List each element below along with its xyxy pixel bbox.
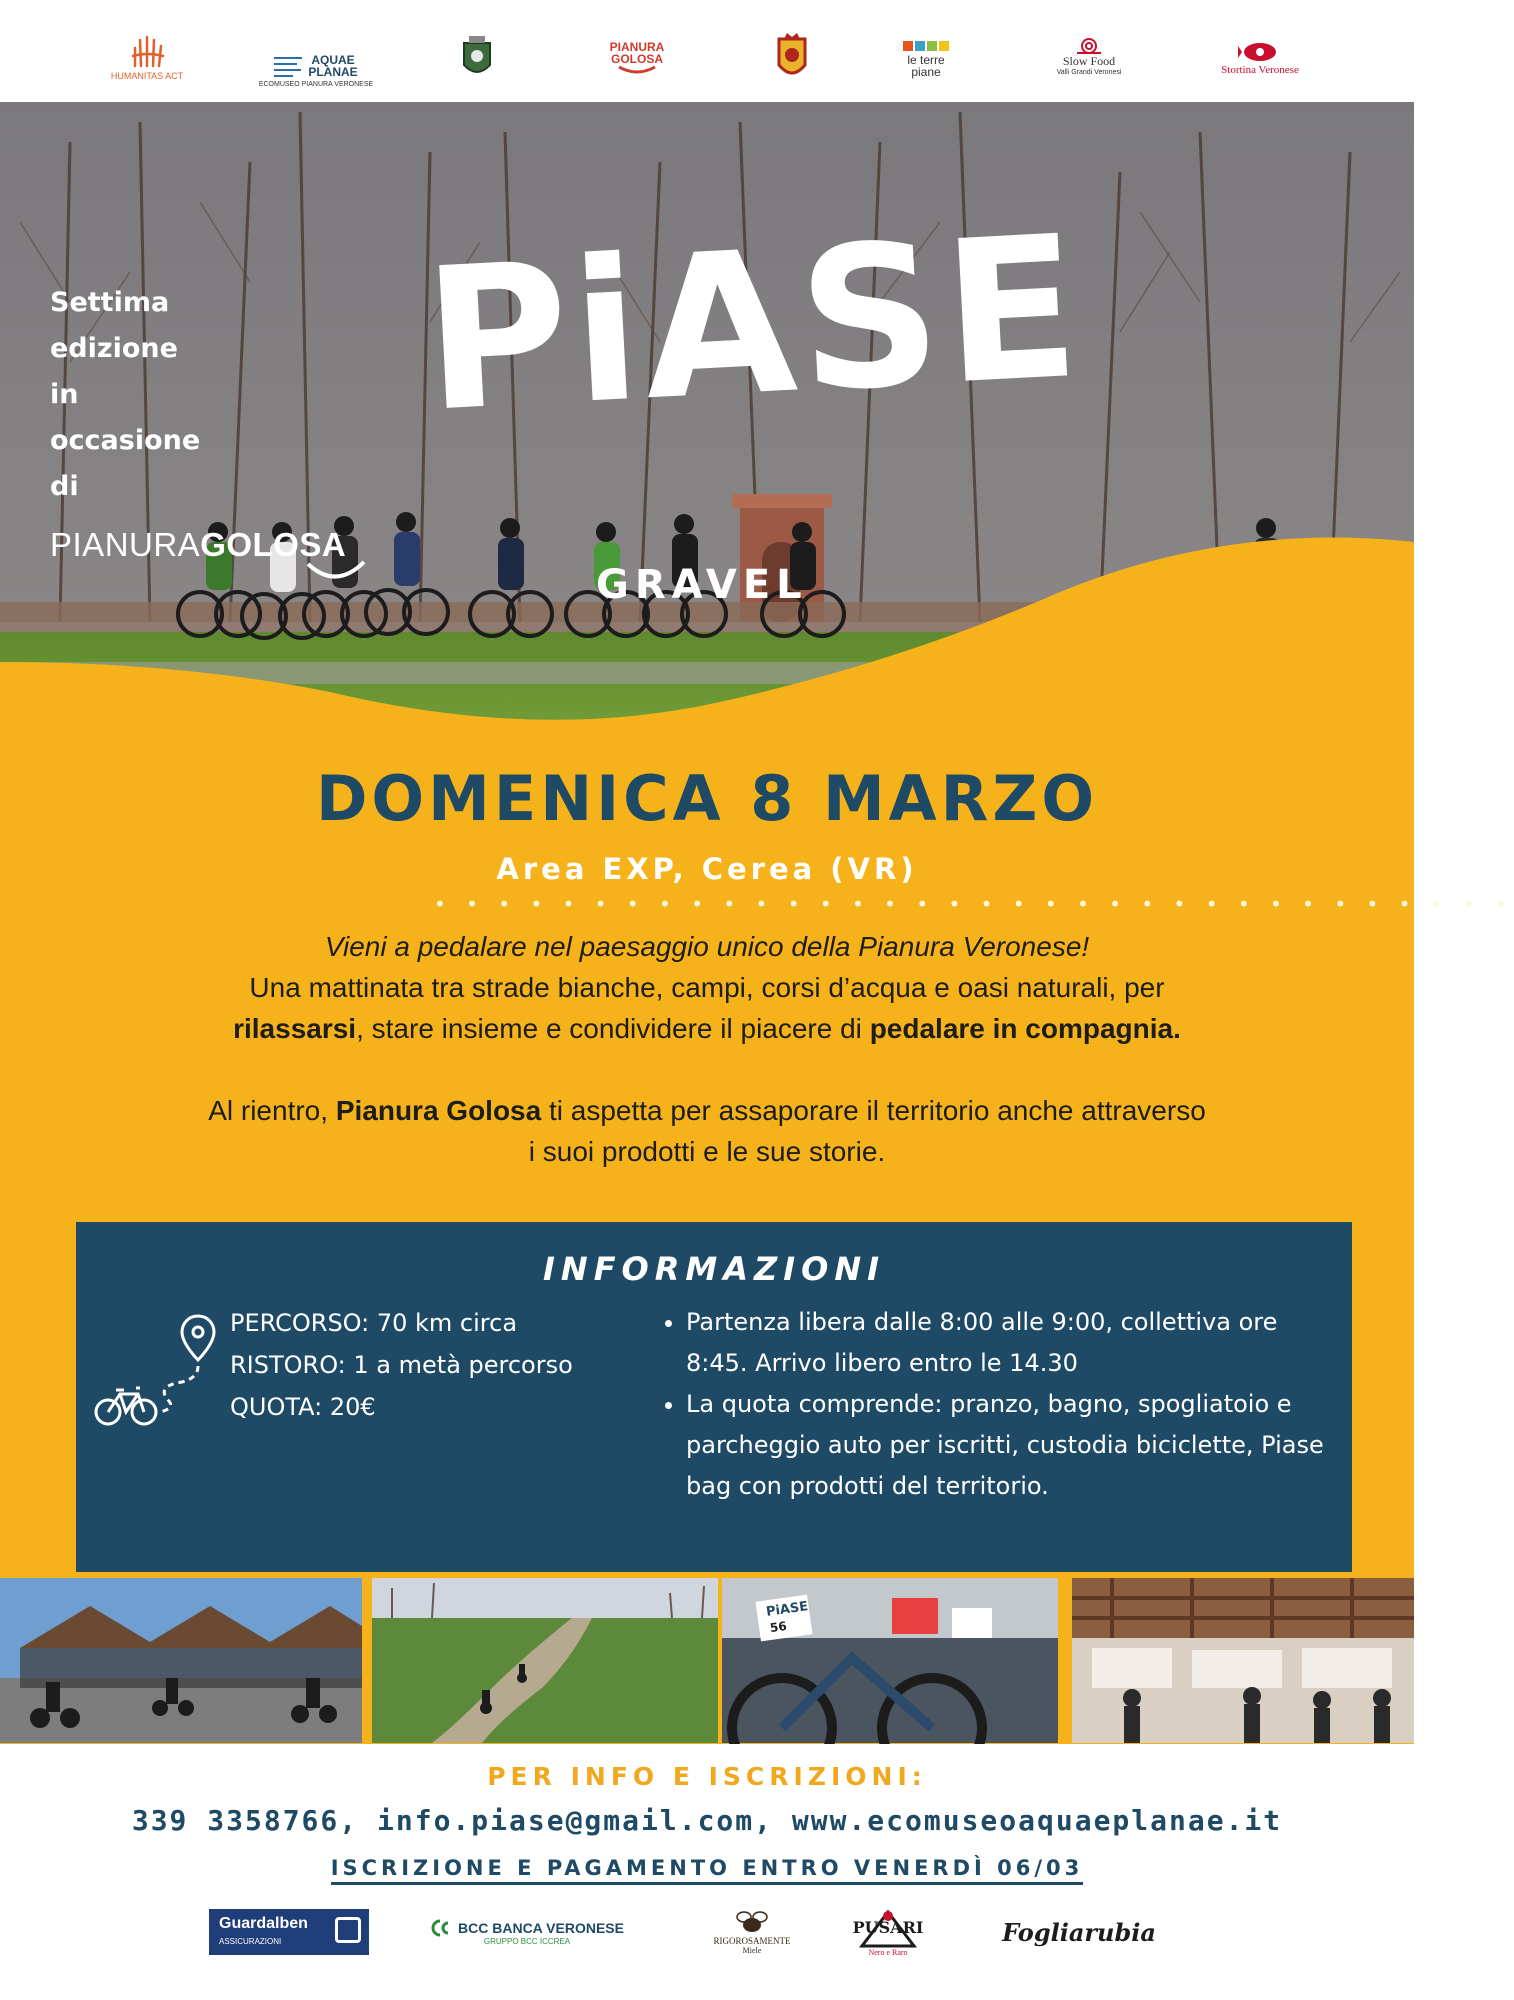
edition-line: in	[50, 379, 79, 410]
sponsor-rigorosamente	[712, 1904, 792, 1960]
edition-line: occasione	[50, 425, 201, 456]
photo-bike-number	[722, 1578, 1058, 1743]
water-lines-logo-icon	[273, 53, 303, 79]
photo-market-hall	[1072, 1578, 1414, 1743]
terre-piane-label: le terre piane	[907, 53, 945, 79]
info-details	[650, 1302, 1340, 1507]
shield-crest-logo	[774, 30, 810, 86]
return-end: ti aspetta per assaporare il territorio anche attraverso	[541, 1095, 1206, 1126]
dotted-divider: • • • • • • • • • • • • • • • • • • • • • • • • • • • • • • • • • •	[434, 892, 1514, 916]
registration-deadline	[0, 1856, 1414, 1880]
info-title: INFORMAZIONI	[543, 1250, 885, 1288]
info-bullet: • Partenza libera dalle 8:00 alle 9:00, collettiva ore 8:45. Arrivo libero entro le 14.30	[686, 1302, 1340, 1384]
return-start: Al rientro,	[208, 1095, 336, 1126]
info-bullet: • La quota comprende: pranzo, bagno, spogliatoio e parcheggio auto per iscritti, custodia biciclette, Piase bag con prodotti del territorio.	[686, 1384, 1340, 1507]
rigorosamente-sublabel: Miele	[742, 1945, 762, 1955]
municipal-crest-icon	[460, 35, 494, 81]
bee-logo-icon	[732, 1910, 772, 1936]
intro-bold: rilassarsi	[233, 1013, 357, 1044]
edition-line: Settima	[50, 287, 170, 318]
sponsor-pusari	[852, 1904, 924, 1960]
pianura-golosa-logo-icon	[617, 65, 657, 75]
entry-fee: QUOTA: 20€	[230, 1393, 376, 1421]
intro-mid: , stare insieme e condividere il piacere di	[356, 1013, 870, 1044]
photo-pavilion-icon	[0, 1578, 362, 1743]
sturgeon-logo-icon	[1238, 40, 1282, 64]
wordmark-light: PIANURA	[50, 526, 201, 563]
pianura-golosa-logo	[600, 30, 674, 86]
contact-section	[0, 1744, 1414, 2000]
event-venue: Area EXP, Cerea (VR)	[496, 852, 918, 886]
route-icon-group	[94, 1312, 224, 1436]
aquae-planae-logo	[258, 44, 374, 100]
pusari-label: PUSARI	[852, 1918, 924, 1937]
bcc-logo-icon	[430, 1919, 452, 1937]
hand-logo-icon	[127, 34, 167, 70]
return-line	[60, 1090, 1354, 1131]
stortina-logo	[1216, 30, 1304, 86]
aquae-planae-sublabel: ECOMUSEO PIANURA VERONESE	[258, 81, 374, 88]
intro-tagline: Vieni a pedalare nel paesaggio unico della Pianura Veronese!	[324, 931, 1090, 962]
municipal-crest-logo	[457, 30, 497, 86]
photo-bike-number-text: 56	[769, 1618, 788, 1636]
sponsor-fogliarubia	[1004, 1904, 1154, 1960]
partner-logos-band	[0, 0, 1414, 102]
snail-logo-icon	[1075, 37, 1103, 55]
sponsor-guardalben	[208, 1904, 370, 1960]
edition-line: edizione	[50, 333, 178, 364]
intro-line: Una mattinata tra strade bianche, campi, corsi d’acqua e oasi naturali, per	[249, 972, 1165, 1003]
fogliarubia-logo-icon: Fogliarubia	[1002, 1917, 1156, 1947]
bcc-label: BCC BANCA VERONESE	[458, 1919, 624, 1936]
guardalben-label: Guardalben	[219, 1915, 308, 1932]
return-bold: Pianura Golosa	[335, 1095, 542, 1126]
edition-line: di	[50, 471, 79, 502]
contact-title: PER INFO E ISCRIZIONI:	[487, 1762, 927, 1791]
terre-piane-logo-icon	[901, 38, 951, 54]
intro-bold: pedalare in compagnia.	[869, 1013, 1181, 1044]
slow-food-sublabel: Valli Grandi Veronesi	[1056, 69, 1122, 76]
hero-photo	[0, 102, 1414, 762]
slow-food-label: Slow Food	[1062, 54, 1116, 68]
terre-piane-logo	[896, 30, 956, 86]
slow-food-logo	[1044, 30, 1134, 86]
humanitas-label: HUMANITAS ACT	[110, 71, 184, 81]
deadline-text: ISCRIZIONE E PAGAMENTO ENTRO VENERDÌ 06/03	[331, 1856, 1084, 1885]
intro-line	[60, 1008, 1354, 1049]
photo-market-hall-icon	[1072, 1578, 1414, 1743]
event-date: DOMENICA 8 MARZO	[315, 762, 1099, 835]
aquae-planae-label: AQUAE PLANAE	[308, 53, 358, 79]
info-key-facts	[230, 1302, 573, 1428]
edition-text	[50, 280, 200, 510]
humanitas-logo	[112, 30, 182, 86]
photo-gravel-road	[372, 1578, 718, 1743]
pusari-sublabel: Nero e Raro	[868, 1947, 908, 1957]
photo-strip	[0, 1578, 1414, 1743]
photo-gravel-road-icon	[372, 1578, 718, 1743]
pianura-golosa-label: PIANURA GOLOSA	[609, 40, 665, 66]
bicycle-icon	[96, 1388, 156, 1424]
stortina-label: Stortina Veronese	[1221, 64, 1299, 76]
gravel-subtitle: GRAVEL	[596, 562, 808, 608]
photo-pavilion	[0, 1578, 362, 1743]
guardalben-sublabel: ASSICURAZIONI	[219, 1937, 282, 1946]
pianura-golosa-wordmark	[50, 526, 346, 564]
sponsor-bcc	[424, 1904, 630, 1960]
refreshment-stop: RISTORO: 1 a metà percorso	[230, 1351, 573, 1379]
return-line: i suoi prodotti e le sue storie.	[528, 1136, 886, 1167]
rigorosamente-label: RIGOROSAMENTE	[713, 1935, 791, 1946]
photo-bike-label: PiASE	[765, 1599, 810, 1620]
map-pin-icon	[182, 1316, 214, 1360]
shield-crest-icon	[776, 33, 808, 83]
photo-bike-number-icon	[722, 1578, 1058, 1743]
wordmark-bold: GOLOSA	[200, 526, 347, 563]
guardalben-logo-icon	[209, 1909, 369, 1955]
contact-details[interactable]: 339 3358766, info.piase@gmail.com, www.ecomuseoaquaeplanae.it	[131, 1804, 1283, 1837]
smile-swoosh-icon	[306, 560, 366, 586]
piase-title: PiASE	[419, 193, 1088, 456]
bcc-sublabel: GRUPPO BCC ICCREA	[483, 1936, 571, 1946]
route-length: PERCORSO: 70 km circa	[230, 1309, 518, 1337]
intro-text	[60, 926, 1354, 1172]
info-panel	[76, 1222, 1352, 1572]
